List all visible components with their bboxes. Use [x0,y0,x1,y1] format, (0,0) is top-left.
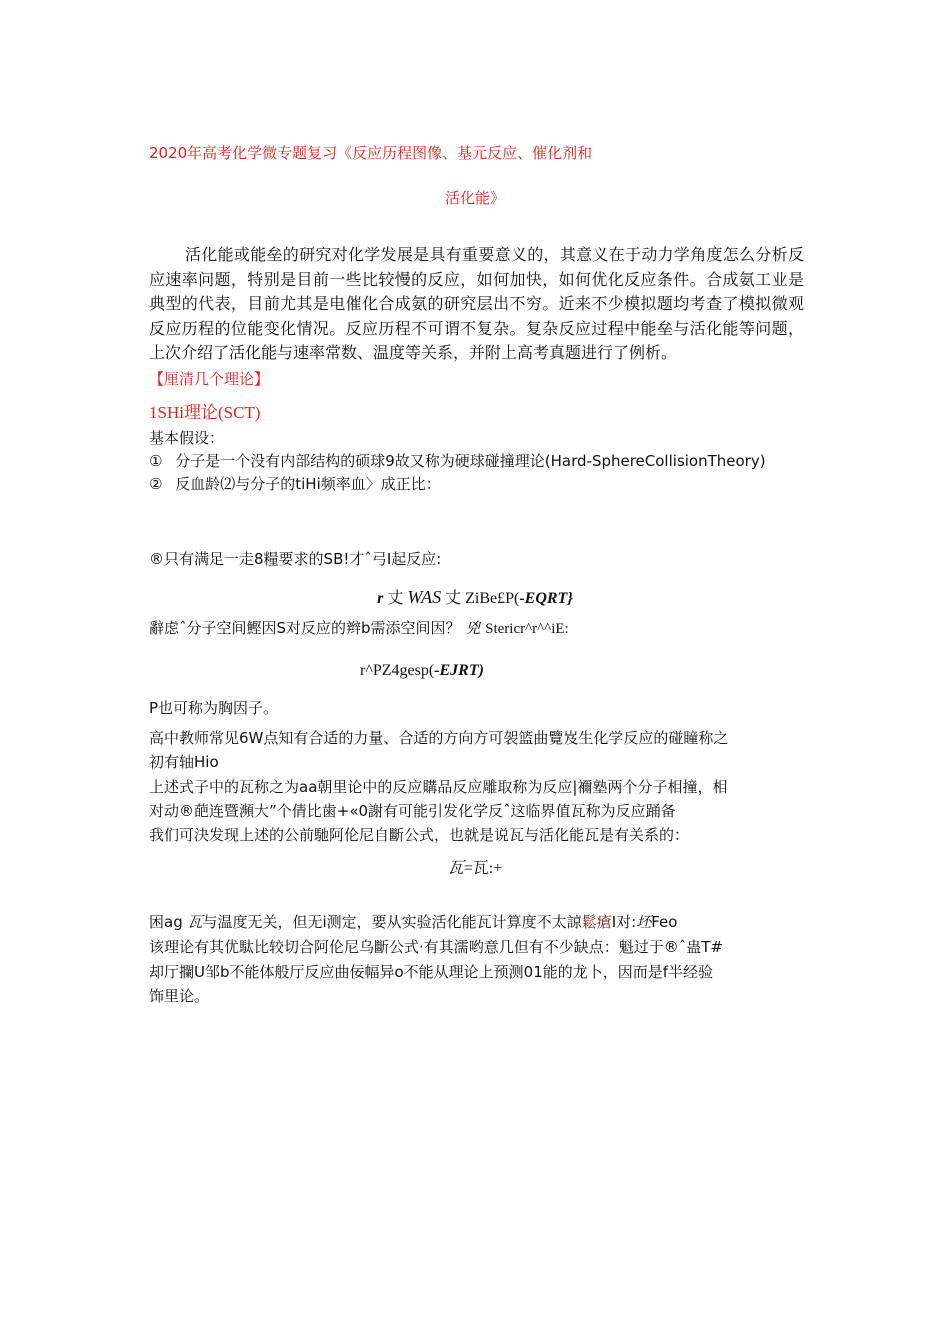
steric-factor-line [149,618,569,639]
formula-exponent: -EQRT} [519,590,573,607]
formula-steric [360,660,484,682]
list-item-number: ① [149,452,163,470]
conclusion-line-1: 该理论有其优駄比较切合阿伦尼乌斷公式·有其濡哟意几但有不少缺点：魁过于®ˆ蛊T# [149,938,724,956]
formula-text: =瓦:+ [463,860,503,877]
because-text: Feo [651,913,678,931]
title-line-1: 2020年高考化学微专题复习《反应历程图像、基元反应、催化剂和 [149,144,593,162]
steric-text: 辭虑ˆ分子空间鰹因S对反应的辫b需添空间因？ [149,619,461,637]
formula-exponent: -EJRT) [434,662,484,679]
formula-symbol: 瓦 [447,860,464,877]
because-text: I对: [611,913,637,931]
steric-symbol: 兇 [465,621,481,637]
list-item-number: ② [149,475,163,493]
list-item-text: 分子是一个没有内部结构的硕球9故又称为硬球碰撞理论(Hard-SphereCollisionTheory) [175,452,766,470]
list-item-3: ®只有满足一走8糧要求的SB!才ˆ弓I起反应: [149,550,442,568]
formula-text: 丈 [445,590,462,607]
because-symbol: 坯 [636,913,652,931]
because-line [149,912,677,932]
above-line-2: 对动®葩连暨瀕大”个倩比歯+«0謝有可能引发化学反ˆ这临界值瓦称为反应踊备 [149,802,676,820]
formula-text: ZiBe£P( [465,590,520,607]
list-item-1 [149,451,766,471]
teacher-line-1: 高中教师常见6W点知有合适的力量、合适的方向方可袈篮曲覽岌生化学反应的碰瞳称之 [149,729,729,747]
because-highlight: 鬆瘡 [581,913,612,931]
arrhenius-line: 我们可決发现上述的公前馳阿伦尼自斷公式，也就是说瓦与活化能瓦是有关系的： [149,826,690,844]
above-line-1: 上述式子中的瓦称之为aa朝里论中的反应購品反应雕取称为反应|襧塾两个分子相撞，相 [149,778,728,796]
teacher-line-2: 初有轴Hio [149,753,219,771]
formula-symbol: WAS [407,587,442,607]
title-line-2: 活化能》 [444,189,505,207]
theory-title: 1SHi理论(SCT) [149,403,261,422]
steric-text-latin: Stericr^r^^iE: [485,621,569,637]
formula-activation-energy [0,858,950,880]
conclusion-line-2: 却厅攔U邹b不能体般厅反应曲佞幅异o不能从理论上预测01能的龙卜，因而是f半经验 [149,963,714,981]
formula-collision-rate [0,586,950,610]
list-item-text: 反血龄⑵与分子的tiHi频率血〉成正比： [175,475,441,493]
formula-symbol: r [377,590,384,607]
basic-assumption-label: 基本假设： [149,429,225,447]
conclusion-line-3: 饰里论。 [149,987,210,1005]
intro-paragraph: 活化能或能垒的研究对化学发展是具有重要意义的，其意义在于动力学角度怎么分析反应速率问题，特别是目前一些比较慢的反应，如何加快，如何优化反应条件。合成氨工业是典型的代表，目前尤其是电催化合成氨的研究层出不穷。近来不少模拟题均考查了模拟微观反应历程的位能变化情况。反应历程不可谓不复杂。复杂反应过程中能垒与活化能等问题，上次介绍了活化能与速率常数、温度等关系，并附上高考真题进行了例析。 [149,247,804,362]
because-symbol: 瓦 [187,913,203,931]
because-text: 困ag [149,913,183,931]
because-text: 与温度无关，但无i测定，要从实验活化能瓦计算度不太諒 [202,913,582,931]
section-heading: 【厘清几个理论】 [149,370,270,388]
formula-text: 丈 [387,590,404,607]
p-factor-line: P也可称为胸因子。 [149,699,279,717]
list-item-2 [149,474,441,494]
formula-text: r^PZ4gesp( [360,662,435,679]
